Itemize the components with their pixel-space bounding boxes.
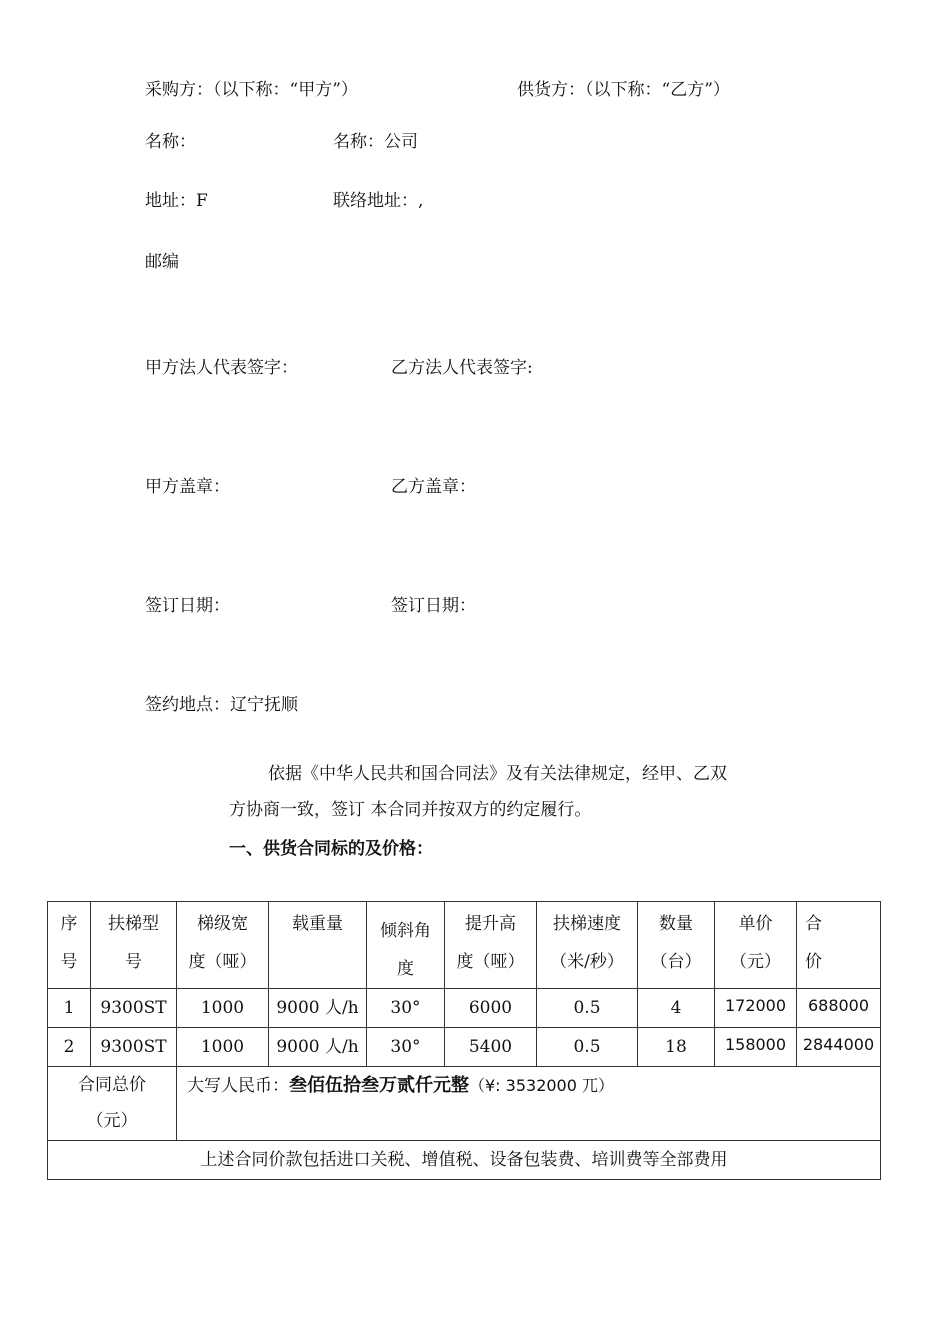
table-cell: 6000: [445, 989, 537, 1028]
table-header-row: [48, 902, 881, 989]
party-a-rep-signature: 甲方法人代表签字：: [145, 358, 298, 378]
party-a-seal: 甲方盖章：: [145, 477, 230, 497]
table-row: [48, 989, 881, 1028]
table-cell: 30°: [367, 989, 445, 1028]
table-cell: 4: [638, 989, 715, 1028]
header-cell: 倾斜角 度: [367, 902, 445, 989]
table-row: [48, 1028, 881, 1067]
table-cell: 2844000: [797, 1028, 881, 1067]
party-b-rep-signature: 乙方法人代表签字:: [391, 358, 533, 378]
table-cell: 9300ST: [91, 989, 177, 1028]
total-amount-upper: 叁佰伍拾叁万贰仟元整: [289, 1075, 469, 1096]
header-cell: 梯级宽 度（哑）: [177, 902, 269, 989]
table-cell: 688000: [797, 989, 881, 1028]
table-cell: 18: [638, 1028, 715, 1067]
table-cell: 30°: [367, 1028, 445, 1067]
table-cell: 1000: [177, 1028, 269, 1067]
table-cell: 9000 人/h: [269, 989, 367, 1028]
table-cell: 1: [48, 989, 91, 1028]
intro-line-2: 方协商一致，签订 本合同并按双方的约定履行。: [229, 800, 592, 820]
header-cell: 扶梯型 号: [91, 902, 177, 989]
table-cell: 2: [48, 1028, 91, 1067]
table-cell: 5400: [445, 1028, 537, 1067]
total-amount-number: （¥: 3532000 兀）: [469, 1076, 615, 1095]
footer-row: [48, 1141, 881, 1180]
buyer-address: 地址：F: [145, 191, 208, 211]
header-cell: 扶梯速度 （米/秒）: [537, 902, 638, 989]
header-cell: 提升高 度（哑）: [445, 902, 537, 989]
table-cell: 0.5: [537, 1028, 638, 1067]
table-cell: 1000: [177, 989, 269, 1028]
total-value-cell: [177, 1067, 881, 1141]
party-b-date: 签订日期：: [391, 596, 476, 616]
header-cell: 数量 （台）: [638, 902, 715, 989]
supplier-address: 联络地址：,: [333, 191, 424, 211]
table-cell: 0.5: [537, 989, 638, 1028]
total-prefix: 大写人民币：: [187, 1076, 289, 1096]
header-cell: 合 价: [797, 902, 881, 989]
supplier-name: 名称：公司: [333, 132, 418, 152]
header-cell: 单价 （元）: [715, 902, 797, 989]
intro-line-1: 依据《中华人民共和国合同法》及有关法律规定，经甲、乙双: [268, 764, 727, 784]
table-cell: 9300ST: [91, 1028, 177, 1067]
table-cell: 9000 人/h: [269, 1028, 367, 1067]
supplier-label: 供货方：（以下称：“乙方”）: [517, 80, 730, 100]
price-table: [47, 901, 881, 1180]
party-a-date: 签订日期：: [145, 596, 230, 616]
total-label-cell: 合同总价 （元）: [48, 1067, 177, 1141]
table-cell: 172000: [715, 989, 797, 1028]
party-b-seal: 乙方盖章：: [391, 477, 476, 497]
buyer-name: 名称：: [145, 132, 196, 152]
header-cell: 载重量: [269, 902, 367, 989]
section-1-heading: 一、供货合同标的及价格：: [229, 839, 433, 859]
header-cell: 序 号: [48, 902, 91, 989]
signing-place: 签约地点：辽宁抚顺: [145, 695, 298, 715]
total-row: [48, 1067, 881, 1141]
postcode-label: 邮编: [145, 252, 179, 272]
buyer-label: 采购方：（以下称：“甲方”）: [145, 80, 358, 100]
table-footer-note: 上述合同价款包括进口关税、增值税、设备包装费、培训费等全部费用: [48, 1141, 881, 1180]
table-cell: 158000: [715, 1028, 797, 1067]
